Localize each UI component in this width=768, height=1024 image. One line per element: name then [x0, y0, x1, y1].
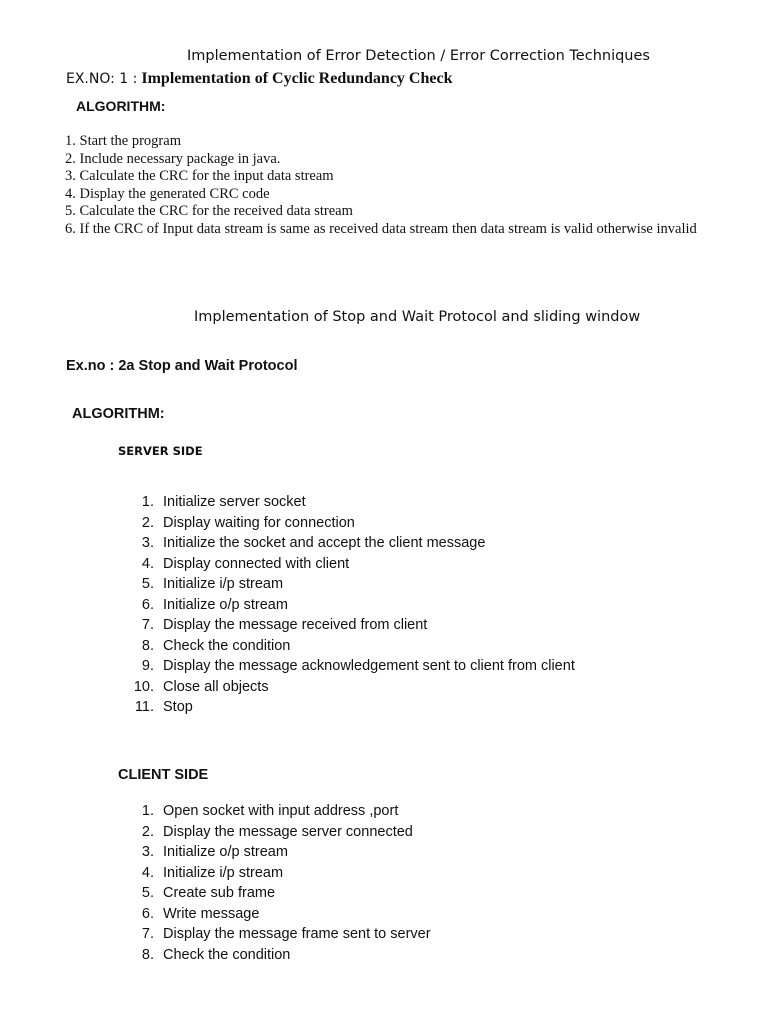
item-text: Write message — [163, 905, 260, 922]
section2-exno: Ex.no : 2a Stop and Wait Protocol — [66, 358, 298, 374]
item-text: Display connected with client — [163, 555, 350, 572]
section1-exno-prefix: EX.NO: 1 : — [66, 71, 138, 87]
list-item — [118, 697, 678, 718]
list-item — [118, 677, 678, 698]
item-number: 3. — [141, 535, 154, 551]
item-number: 10. — [133, 678, 154, 695]
list-item — [118, 883, 678, 904]
item-text: Create sub frame — [163, 885, 276, 901]
item-number: 1. — [141, 494, 154, 510]
list-item: 3. Calculate the CRC for the input data stream — [65, 168, 334, 185]
list-item — [118, 822, 678, 843]
item-text: Open socket with input address ,port — [163, 803, 399, 819]
item-text: Display the message received from client — [163, 617, 428, 633]
item-number: 8. — [141, 946, 154, 963]
list-item: 6. If the CRC of Input data stream is same as received data stream then data stream is valid otherwise invalid — [65, 220, 697, 237]
list-item — [118, 595, 678, 616]
list-item: 4. Display the generated CRC code — [65, 185, 270, 202]
list-item — [118, 533, 678, 554]
list-item: 5. Calculate the CRC for the received data stream — [65, 203, 353, 220]
server-side-label: SERVER SIDE — [118, 444, 203, 458]
list-item — [118, 656, 678, 677]
item-text: Initialize i/p stream — [163, 864, 284, 881]
list-item — [118, 924, 678, 945]
item-text: Stop — [163, 699, 193, 715]
section2-algorithm-label: ALGORITHM: — [72, 406, 165, 422]
list-item: 2. Include necessary package in java. — [65, 150, 281, 167]
item-text: Initialize server socket — [163, 494, 306, 510]
item-text: Check the condition — [163, 946, 291, 963]
list-item — [118, 636, 678, 657]
item-number: 11. — [134, 699, 154, 715]
item-text: Display the message frame sent to server — [163, 926, 431, 942]
item-text: Display the message acknowledgement sent to client from client — [163, 658, 575, 674]
client-steps-list — [118, 801, 678, 965]
list-item — [118, 863, 678, 884]
item-number: 2. — [141, 823, 154, 840]
list-item — [118, 842, 678, 863]
item-number: 2. — [141, 514, 154, 531]
item-number: 7. — [141, 617, 154, 633]
section1-exno — [66, 70, 452, 88]
section1-exno-title: Implementation of Cyclic Redundancy Check — [141, 70, 453, 87]
item-text: Initialize o/p stream — [163, 844, 288, 860]
list-item — [118, 492, 678, 513]
section1-heading: Implementation of Error Detection / Error Correction Techniques — [187, 48, 650, 64]
item-number: 4. — [141, 555, 154, 572]
item-number: 9. — [141, 658, 154, 674]
item-number: 7. — [141, 926, 154, 942]
client-side-label: CLIENT SIDE — [118, 767, 209, 783]
item-text: Display waiting for connection — [163, 514, 355, 531]
item-number: 5. — [141, 576, 154, 592]
item-text: Initialize the socket and accept the client message — [163, 535, 486, 551]
section2-heading: Implementation of Stop and Wait Protocol and sliding window — [194, 309, 641, 325]
section1-steps-list — [65, 133, 697, 239]
item-number: 6. — [141, 596, 154, 613]
section1-algorithm-label: ALGORITHM: — [76, 98, 166, 114]
item-number: 6. — [141, 905, 154, 922]
list-item — [118, 945, 678, 966]
item-text: Display the message server connected — [163, 823, 413, 840]
list-item — [118, 904, 678, 925]
list-item — [118, 615, 678, 636]
item-number: 5. — [141, 885, 154, 901]
list-item — [118, 574, 678, 595]
item-number: 4. — [141, 864, 154, 881]
server-steps-list — [118, 492, 678, 718]
item-text: Check the condition — [163, 637, 291, 654]
list-item: 1. Start the program — [65, 133, 181, 149]
item-text: Initialize i/p stream — [163, 576, 284, 592]
item-number: 3. — [141, 844, 154, 860]
list-item — [118, 554, 678, 575]
list-item — [118, 513, 678, 534]
item-number: 1. — [141, 803, 154, 819]
item-text: Close all objects — [163, 678, 269, 695]
item-number: 8. — [141, 637, 154, 654]
item-text: Initialize o/p stream — [163, 596, 288, 613]
list-item — [118, 801, 678, 822]
